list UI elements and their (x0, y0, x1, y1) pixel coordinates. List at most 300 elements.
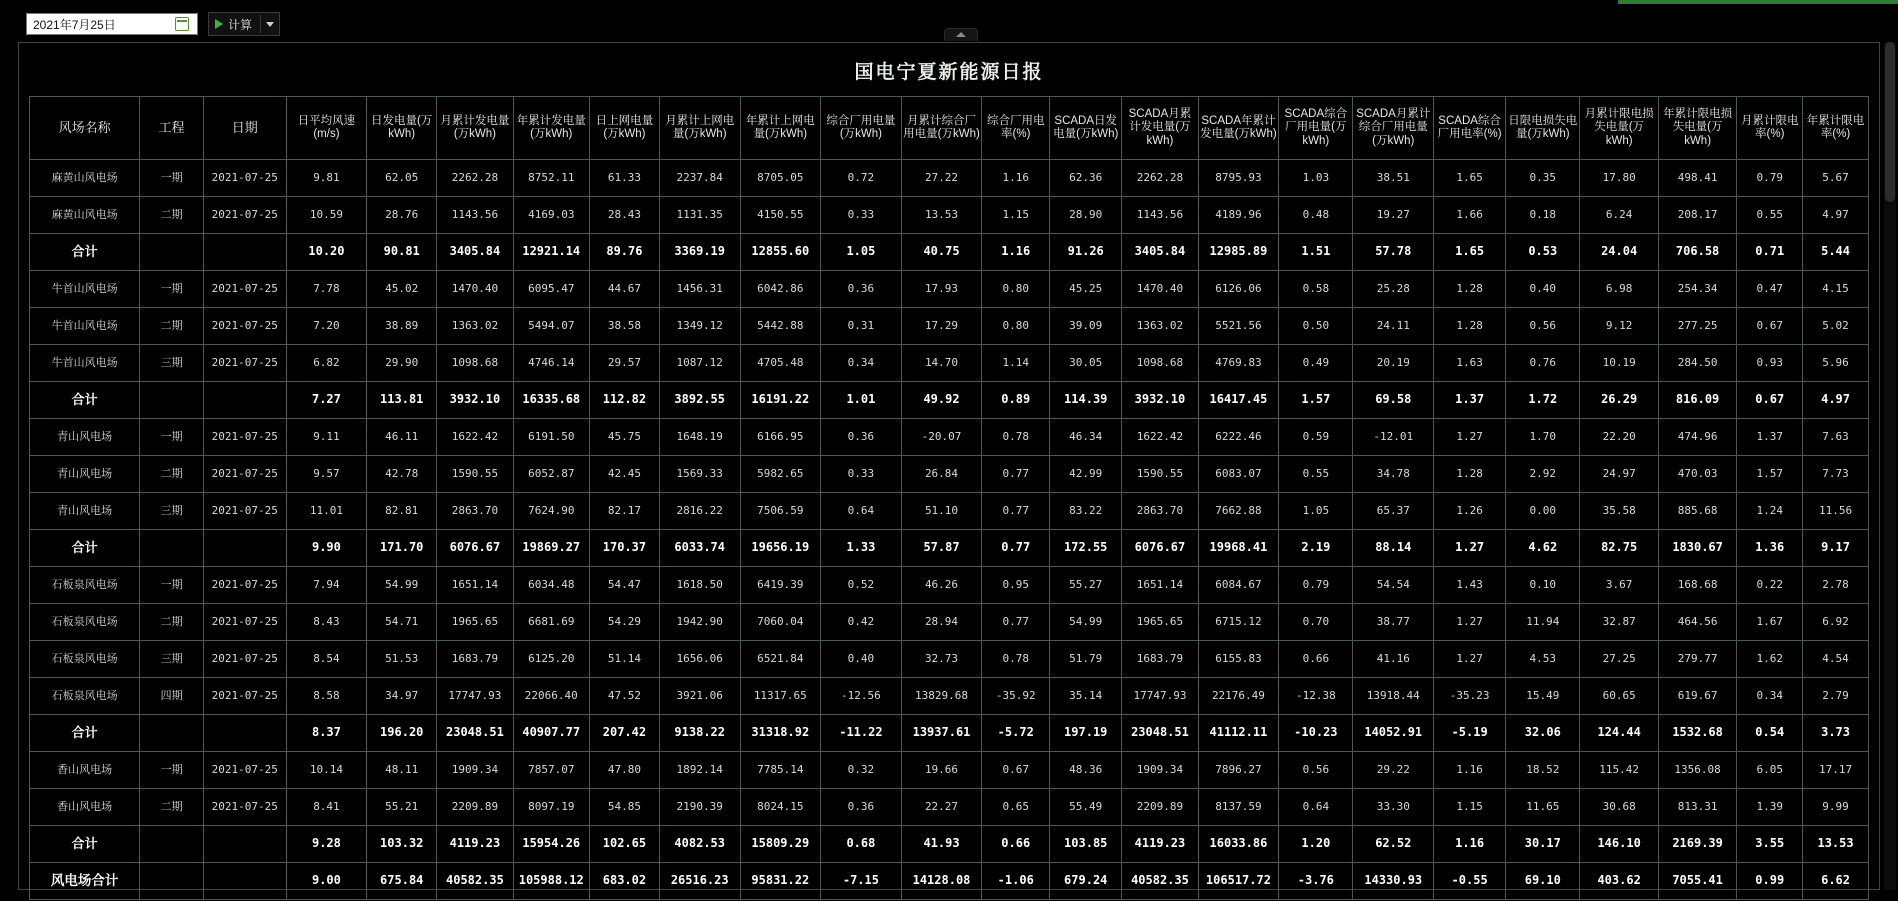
cell-project: 一期 (140, 752, 204, 789)
cell-value: 1.39 (1737, 789, 1803, 826)
cell-value: 11.01 (286, 493, 367, 530)
cell-date: 2021-07-25 (203, 604, 286, 641)
cell-value: 0.33 (821, 197, 902, 234)
cell-value: 197.19 (1050, 715, 1122, 752)
table-row[interactable] (30, 197, 1869, 234)
cell-project: 二期 (140, 197, 204, 234)
cell-value: 3932.10 (1122, 382, 1198, 419)
cell-value: 6191.50 (513, 419, 589, 456)
cell-value: 6033.74 (659, 530, 740, 567)
table-row[interactable] (30, 752, 1869, 789)
cell-value: 40.75 (901, 234, 982, 271)
cell-value: 172.55 (1050, 530, 1122, 567)
cell-value: 28.76 (367, 197, 437, 234)
th-daily-curtail-loss: 日限电损失电量(万kWh) (1506, 97, 1580, 160)
cell-value: 22176.49 (1198, 678, 1279, 715)
cell-value: 54.85 (589, 789, 659, 826)
cell-value: 0.78 (982, 641, 1050, 678)
vertical-scrollbar[interactable] (1884, 42, 1896, 890)
table-row[interactable] (30, 567, 1869, 604)
cell-value: 1087.12 (659, 345, 740, 382)
cell-value: 0.18 (1506, 197, 1580, 234)
cell-value: 124.44 (1580, 715, 1658, 752)
cell-value: 41112.11 (1198, 715, 1279, 752)
cell-value: 3.55 (1737, 826, 1803, 863)
cell-value: 1590.55 (437, 456, 513, 493)
cell-value: 55.49 (1050, 789, 1122, 826)
cell-project: 一期 (140, 419, 204, 456)
cell-date: 2021-07-25 (203, 419, 286, 456)
cell-wind-farm: 合计 (30, 826, 140, 863)
cell-value: 34.97 (367, 678, 437, 715)
table-row[interactable] (30, 271, 1869, 308)
cell-value: 171.70 (367, 530, 437, 567)
report-panel (18, 42, 1880, 890)
cell-value: 0.72 (821, 160, 902, 197)
cell-value: 1.16 (982, 160, 1050, 197)
cell-value: -5.72 (982, 715, 1050, 752)
cell-value: 0.56 (1506, 308, 1580, 345)
cell-value: 5.96 (1803, 345, 1869, 382)
cell-value: 95831.22 (740, 863, 821, 900)
cell-value: 8.41 (286, 789, 367, 826)
cell-value: 54.29 (589, 604, 659, 641)
cell-value: 1965.65 (1122, 604, 1198, 641)
cell-wind-farm: 青山风电场 (30, 419, 140, 456)
date-input[interactable] (31, 16, 175, 32)
cell-project: 一期 (140, 271, 204, 308)
cell-value: 89.76 (589, 234, 659, 271)
cell-value: 1098.68 (1122, 345, 1198, 382)
cell-value: 9.11 (286, 419, 367, 456)
table-row[interactable] (30, 715, 1869, 752)
table-row[interactable] (30, 234, 1869, 271)
cell-value: 0.64 (821, 493, 902, 530)
th-aux-rate: 综合厂用电率(%) (982, 97, 1050, 160)
cell-value: 1648.19 (659, 419, 740, 456)
cell-value: 17.29 (901, 308, 982, 345)
cell-value: 1363.02 (437, 308, 513, 345)
table-row[interactable] (30, 641, 1869, 678)
cell-value: 1.57 (1737, 456, 1803, 493)
cell-value: 0.47 (1737, 271, 1803, 308)
cell-value: 885.68 (1658, 493, 1736, 530)
play-icon (215, 19, 223, 29)
cell-value: 39.09 (1050, 308, 1122, 345)
cell-value: 82.75 (1580, 530, 1658, 567)
cell-value: 35.14 (1050, 678, 1122, 715)
cell-value: 60.65 (1580, 678, 1658, 715)
cell-value: 4189.96 (1198, 197, 1279, 234)
table-row[interactable] (30, 789, 1869, 826)
cell-value: 13937.61 (901, 715, 982, 752)
cell-value: 1.16 (982, 234, 1050, 271)
cell-value: 1622.42 (1122, 419, 1198, 456)
cell-value: 91.26 (1050, 234, 1122, 271)
cell-value: -0.55 (1434, 863, 1506, 900)
cell-value: 9.00 (286, 863, 367, 900)
cell-value: 13.53 (901, 197, 982, 234)
cell-value: 4.97 (1803, 382, 1869, 419)
cell-value: 6126.06 (1198, 271, 1279, 308)
cell-value: 33.30 (1353, 789, 1434, 826)
cell-value: 24.97 (1580, 456, 1658, 493)
table-row[interactable] (30, 382, 1869, 419)
scrollbar-thumb[interactable] (1885, 42, 1895, 202)
cell-value: 6076.67 (437, 530, 513, 567)
cell-value: 7.73 (1803, 456, 1869, 493)
cell-value: 0.36 (821, 789, 902, 826)
page-title: 国电宁夏新能源日报 (854, 62, 1044, 83)
cell-value: 47.52 (589, 678, 659, 715)
cell-value: 8752.11 (513, 160, 589, 197)
cell-value: 6166.95 (740, 419, 821, 456)
cell-value: 1131.35 (659, 197, 740, 234)
cell-value: 1909.34 (1122, 752, 1198, 789)
cell-value: 1.72 (1506, 382, 1580, 419)
cell-wind-farm: 牛首山风电场 (30, 271, 140, 308)
cell-value: 38.89 (367, 308, 437, 345)
cell-value: 1.01 (821, 382, 902, 419)
cell-value: 6521.84 (740, 641, 821, 678)
cell-value: 7055.41 (1658, 863, 1736, 900)
collapse-panel-toggle[interactable] (944, 28, 978, 41)
cell-project: 二期 (140, 456, 204, 493)
cell-value: 0.58 (1279, 271, 1353, 308)
cell-value: 40582.35 (1122, 863, 1198, 900)
daily-report-table (29, 96, 1869, 900)
cell-value: 11.94 (1506, 604, 1580, 641)
cell-date: 2021-07-25 (203, 345, 286, 382)
cell-value: 0.71 (1737, 234, 1803, 271)
cell-value: 5494.07 (513, 308, 589, 345)
cell-value: 14330.93 (1353, 863, 1434, 900)
table-row[interactable] (30, 345, 1869, 382)
table-row[interactable] (30, 456, 1869, 493)
th-year-grid: 年累计上网电量(万kWh) (740, 97, 821, 160)
cell-value: 12985.89 (1198, 234, 1279, 271)
cell-value: 38.51 (1353, 160, 1434, 197)
cell-date (203, 234, 286, 271)
table-row[interactable] (30, 604, 1869, 641)
cell-project (140, 826, 204, 863)
cell-project (140, 530, 204, 567)
cell-date (203, 530, 286, 567)
cell-value: 0.66 (982, 826, 1050, 863)
cell-value: 48.36 (1050, 752, 1122, 789)
cell-value: 16335.68 (513, 382, 589, 419)
cell-value: 5.44 (1803, 234, 1869, 271)
cell-value: 13918.44 (1353, 678, 1434, 715)
cell-value: 32.73 (901, 641, 982, 678)
table-row[interactable] (30, 493, 1869, 530)
cell-value: 1.51 (1279, 234, 1353, 271)
cell-value: 7.20 (286, 308, 367, 345)
cell-value: -3.76 (1279, 863, 1353, 900)
cell-value: 9.57 (286, 456, 367, 493)
cell-value: 4705.48 (740, 345, 821, 382)
cell-value: 2209.89 (437, 789, 513, 826)
cell-project: 四期 (140, 678, 204, 715)
cell-value: 1683.79 (437, 641, 513, 678)
cell-value: 82.17 (589, 493, 659, 530)
cell-value: 0.10 (1506, 567, 1580, 604)
cell-value: 6681.69 (513, 604, 589, 641)
cell-value: 19.66 (901, 752, 982, 789)
cell-value: 7896.27 (1198, 752, 1279, 789)
cell-value: 1965.65 (437, 604, 513, 641)
cell-value: 1143.56 (437, 197, 513, 234)
th-aux-power: 综合厂用电量(万kWh) (821, 97, 902, 160)
cell-value: 45.75 (589, 419, 659, 456)
cell-value: 15809.29 (740, 826, 821, 863)
cell-value: 0.79 (1279, 567, 1353, 604)
cell-value: 16417.45 (1198, 382, 1279, 419)
cell-value: 83.22 (1050, 493, 1122, 530)
cell-value: 17.93 (901, 271, 982, 308)
cell-value: 2262.28 (437, 160, 513, 197)
cell-project (140, 715, 204, 752)
th-date: 日期 (203, 97, 286, 160)
cell-value: 0.68 (821, 826, 902, 863)
cell-date: 2021-07-25 (203, 641, 286, 678)
cell-wind-farm: 青山风电场 (30, 493, 140, 530)
cell-value: 0.93 (1737, 345, 1803, 382)
cell-date (203, 382, 286, 419)
cell-value: 4746.14 (513, 345, 589, 382)
cell-value: 28.90 (1050, 197, 1122, 234)
cell-value: 10.19 (1580, 345, 1658, 382)
cell-value: 9.81 (286, 160, 367, 197)
table-row[interactable] (30, 863, 1869, 900)
cell-value: 4169.03 (513, 197, 589, 234)
cell-project: 二期 (140, 604, 204, 641)
th-month-aux-power: 月累计综合厂用电量(万kWh) (901, 97, 982, 160)
cell-value: -10.23 (1279, 715, 1353, 752)
cell-value: 7662.88 (1198, 493, 1279, 530)
cell-value: 208.17 (1658, 197, 1736, 234)
cell-value: 6125.20 (513, 641, 589, 678)
cell-project: 三期 (140, 641, 204, 678)
cell-value: 0.64 (1279, 789, 1353, 826)
cell-value: 1470.40 (1122, 271, 1198, 308)
cell-value: -35.23 (1434, 678, 1506, 715)
cell-value: 112.82 (589, 382, 659, 419)
cell-value: 6052.87 (513, 456, 589, 493)
cell-value: 5.67 (1803, 160, 1869, 197)
cell-wind-farm: 牛首山风电场 (30, 345, 140, 382)
cell-value: 44.67 (589, 271, 659, 308)
th-month-curtail-rate: 月累计限电率(%) (1737, 97, 1803, 160)
cell-value: 11.65 (1506, 789, 1580, 826)
cell-value: 54.99 (367, 567, 437, 604)
cell-value: 28.43 (589, 197, 659, 234)
cell-value: 14128.08 (901, 863, 982, 900)
cell-value: 32.06 (1506, 715, 1580, 752)
cell-value: 9.90 (286, 530, 367, 567)
cell-value: 42.99 (1050, 456, 1122, 493)
cell-value: 0.34 (1737, 678, 1803, 715)
cell-value: 27.25 (1580, 641, 1658, 678)
calendar-icon[interactable] (175, 17, 189, 31)
table-row[interactable] (30, 419, 1869, 456)
cell-value: 13829.68 (901, 678, 982, 715)
cell-value: -11.22 (821, 715, 902, 752)
cell-value: 27.22 (901, 160, 982, 197)
cell-value: 38.77 (1353, 604, 1434, 641)
cell-value: 1098.68 (437, 345, 513, 382)
cell-value: 0.67 (1737, 308, 1803, 345)
cell-value: 49.92 (901, 382, 982, 419)
cell-value: 2816.22 (659, 493, 740, 530)
table-row[interactable] (30, 160, 1869, 197)
cell-value: 18.52 (1506, 752, 1580, 789)
th-scada-aux-rate: SCADA综合厂用电率(%) (1434, 97, 1506, 160)
cell-value: 41.16 (1353, 641, 1434, 678)
cell-value: 15.49 (1506, 678, 1580, 715)
cell-value: 464.56 (1658, 604, 1736, 641)
cell-value: 115.42 (1580, 752, 1658, 789)
cell-value: 7.94 (286, 567, 367, 604)
cell-value: 1.28 (1434, 308, 1506, 345)
cell-value: 48.11 (367, 752, 437, 789)
cell-date: 2021-07-25 (203, 752, 286, 789)
cell-value: 0.33 (821, 456, 902, 493)
cell-value: 0.78 (982, 419, 1050, 456)
th-year-curtail-loss: 年累计限电损失电量(万kWh) (1658, 97, 1736, 160)
cell-value: 5521.56 (1198, 308, 1279, 345)
cell-value: 20.19 (1353, 345, 1434, 382)
cell-value: 65.37 (1353, 493, 1434, 530)
cell-value: 29.90 (367, 345, 437, 382)
cell-value: 1.15 (982, 197, 1050, 234)
table-body (30, 160, 1869, 900)
calculate-button[interactable] (209, 14, 260, 34)
cell-value: 1.20 (1279, 826, 1353, 863)
cell-value: 1.03 (1279, 160, 1353, 197)
cell-project (140, 863, 204, 900)
date-picker[interactable] (26, 13, 198, 35)
cell-value: 1830.67 (1658, 530, 1736, 567)
cell-value: 196.20 (367, 715, 437, 752)
cell-date: 2021-07-25 (203, 197, 286, 234)
table-row[interactable] (30, 308, 1869, 345)
cell-value: 5.02 (1803, 308, 1869, 345)
cell-value: 0.49 (1279, 345, 1353, 382)
cell-wind-farm: 麻黄山风电场 (30, 197, 140, 234)
table-row[interactable] (30, 678, 1869, 715)
cell-value: 10.59 (286, 197, 367, 234)
cell-value: 1651.14 (1122, 567, 1198, 604)
cell-value: 31318.92 (740, 715, 821, 752)
cell-value: 207.42 (589, 715, 659, 752)
table-row[interactable] (30, 826, 1869, 863)
cell-value: 0.42 (821, 604, 902, 641)
cell-value: 6222.46 (1198, 419, 1279, 456)
cell-value: 26.29 (1580, 382, 1658, 419)
th-wind-farm: 风场名称 (30, 97, 140, 160)
cell-value: 1143.56 (1122, 197, 1198, 234)
cell-value: 51.53 (367, 641, 437, 678)
cell-value: 0.34 (821, 345, 902, 382)
cell-value: 3921.06 (659, 678, 740, 715)
cell-value: 2169.39 (1658, 826, 1736, 863)
cell-date: 2021-07-25 (203, 308, 286, 345)
cell-value: 6419.39 (740, 567, 821, 604)
cell-value: 45.02 (367, 271, 437, 308)
cell-value: 3405.84 (1122, 234, 1198, 271)
cell-value: 0.00 (1506, 493, 1580, 530)
cell-value: 0.65 (982, 789, 1050, 826)
cell-value: 26516.23 (659, 863, 740, 900)
cell-wind-farm: 风电场合计 (30, 863, 140, 900)
cell-date (203, 826, 286, 863)
cell-value: 0.77 (982, 530, 1050, 567)
cell-project: 一期 (140, 567, 204, 604)
cell-value: 54.54 (1353, 567, 1434, 604)
cell-value: 3892.55 (659, 382, 740, 419)
calculate-button-label: 计算 (228, 17, 253, 32)
cell-value: 2237.84 (659, 160, 740, 197)
cell-value: 0.77 (982, 604, 1050, 641)
cell-value: 1569.33 (659, 456, 740, 493)
cell-value: 8705.05 (740, 160, 821, 197)
cell-wind-farm: 合计 (30, 530, 140, 567)
cell-value: 706.58 (1658, 234, 1736, 271)
cell-value: 1.27 (1434, 530, 1506, 567)
cell-value: 7857.07 (513, 752, 589, 789)
cell-value: 2863.70 (1122, 493, 1198, 530)
th-daily-grid: 日上网电量(万kWh) (589, 97, 659, 160)
cell-value: 2262.28 (1122, 160, 1198, 197)
cell-value: 55.27 (1050, 567, 1122, 604)
cell-value: 1.16 (1434, 826, 1506, 863)
cell-value: 1.36 (1737, 530, 1803, 567)
cell-value: 0.80 (982, 308, 1050, 345)
cell-wind-farm: 石板泉风电场 (30, 678, 140, 715)
cell-value: 57.87 (901, 530, 982, 567)
cell-value: 0.54 (1737, 715, 1803, 752)
cell-value: -7.15 (821, 863, 902, 900)
cell-value: 6.62 (1803, 863, 1869, 900)
cell-value: 6.82 (286, 345, 367, 382)
cell-value: 0.40 (1506, 271, 1580, 308)
cell-value: 105988.12 (513, 863, 589, 900)
cell-value: 16033.86 (1198, 826, 1279, 863)
cell-value: 8.58 (286, 678, 367, 715)
cell-value: 6.92 (1803, 604, 1869, 641)
cell-value: 1656.06 (659, 641, 740, 678)
cell-value: 6083.07 (1198, 456, 1279, 493)
cell-project: 三期 (140, 493, 204, 530)
cell-value: 22066.40 (513, 678, 589, 715)
cell-value: 1456.31 (659, 271, 740, 308)
cell-value: 17747.93 (437, 678, 513, 715)
table-row[interactable] (30, 530, 1869, 567)
chevron-down-icon[interactable] (261, 14, 279, 34)
cell-value: 11.56 (1803, 493, 1869, 530)
cell-value: 1942.90 (659, 604, 740, 641)
cell-value: 0.53 (1506, 234, 1580, 271)
toolbar (26, 12, 280, 36)
cell-value: 22.20 (1580, 419, 1658, 456)
top-strip-accent (1618, 0, 1898, 4)
cell-value: 0.36 (821, 419, 902, 456)
cell-value: 277.25 (1658, 308, 1736, 345)
cell-project: 一期 (140, 160, 204, 197)
cell-date: 2021-07-25 (203, 271, 286, 308)
cell-date: 2021-07-25 (203, 678, 286, 715)
